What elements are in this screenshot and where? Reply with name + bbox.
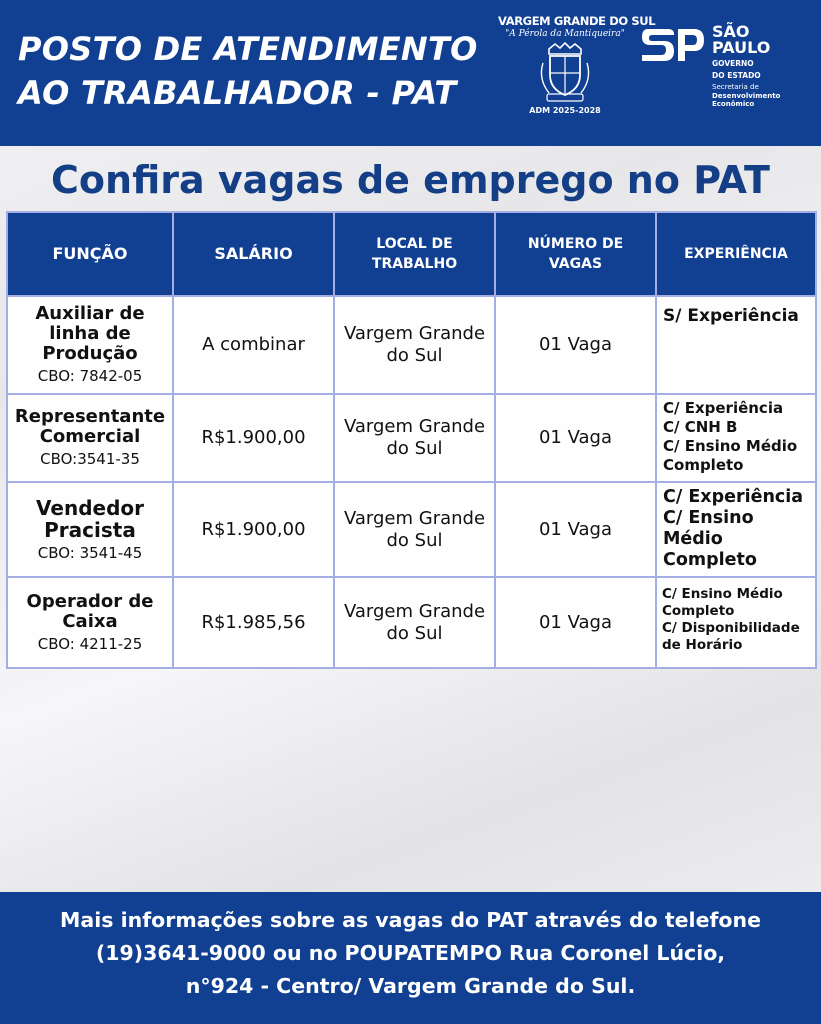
experiencia-line: Médio (663, 529, 723, 549)
cell-funcao (7, 296, 173, 394)
table-row (7, 482, 816, 577)
sp-sec-line2: Desenvolvimento (712, 91, 781, 100)
experiencia-line: C/ Ensino (663, 508, 754, 528)
local-line: do Sul (386, 529, 443, 551)
table-row (7, 577, 816, 668)
cell-experiencia (656, 296, 816, 394)
table-row (7, 296, 816, 394)
funcao-line: Operador de (26, 590, 154, 612)
local-line: Vargem Grande (343, 600, 486, 622)
local-line: do Sul (386, 345, 443, 366)
header-banner (0, 0, 821, 146)
header-title (18, 27, 478, 115)
local-line: do Sul (386, 622, 443, 644)
experiencia-line: Completo (663, 550, 757, 570)
cell-local (334, 296, 495, 394)
cell-funcao (7, 577, 173, 668)
sp-name-line1: SÃO (712, 22, 750, 41)
funcao-line: Caixa (62, 610, 118, 632)
city-motto: "A Pérola da Mantiqueira" (505, 29, 625, 39)
cbo-code: CBO: 4211-25 (37, 634, 143, 653)
header-salario: SALÁRIO (173, 212, 334, 296)
header-numero-line1: NÚMERO DE (527, 236, 624, 252)
footer-info (0, 904, 821, 1003)
cell-funcao (7, 394, 173, 482)
experiencia-line: de Horário (662, 637, 743, 653)
sp-sec-line3: Econômico (712, 100, 755, 108)
cell-local (334, 577, 495, 668)
vagas-value: 01 Vaga (538, 427, 613, 448)
cbo-code: CBO: 3541-45 (37, 543, 143, 562)
funcao-line: Representante (14, 406, 166, 427)
cell-experiencia (656, 482, 816, 577)
header-numero-vagas (495, 212, 656, 296)
table-header-row (7, 212, 816, 296)
header-experiencia: EXPERIÊNCIA (656, 212, 816, 296)
cell-salario (173, 577, 334, 668)
funcao-line: linha de (49, 323, 131, 344)
vagas-value: 01 Vaga (538, 518, 613, 540)
cell-salario (173, 296, 334, 394)
footer-line1: Mais informações sobre as vagas do PAT através do telefone (60, 908, 761, 932)
cell-experiencia (656, 577, 816, 668)
experiencia-line: C/ Experiência (663, 487, 804, 507)
funcao-line: Auxiliar de (35, 303, 145, 324)
experiencia-line: C/ Ensino Médio (663, 437, 798, 455)
city-adm: ADM 2025-2028 (529, 106, 601, 115)
local-line: Vargem Grande (343, 507, 486, 529)
funcao-line: Vendedor (36, 495, 144, 520)
local-line: do Sul (386, 438, 443, 459)
salario-value: R$1.900,00 (201, 427, 306, 448)
header-title-line2: AO TRABALHADOR - PAT (18, 74, 457, 112)
funcao-line: Produção (42, 343, 138, 364)
cell-salario (173, 482, 334, 577)
cell-vagas (495, 577, 656, 668)
cell-vagas (495, 482, 656, 577)
footer-line2: (19)3641-9000 ou no POUPATEMPO Rua Coronel Lúcio, (95, 941, 726, 965)
cbo-code: CBO: 7842-05 (37, 367, 143, 385)
header-funcao: FUNÇÃO (7, 212, 173, 296)
experiencia-line: C/ Ensino Médio (662, 586, 783, 602)
sp-sec-line1: Secretaria de (712, 83, 759, 91)
funcao-line: Pracista (44, 517, 136, 542)
vagas-value: 01 Vaga (538, 611, 613, 633)
header-title-line1: POSTO DE ATENDIMENTO (18, 30, 478, 68)
sp-gov-line1: GOVERNO (712, 59, 754, 68)
salario-value: R$1.900,00 (201, 518, 306, 540)
footer-banner (0, 892, 821, 1024)
cell-salario (173, 394, 334, 482)
experiencia-line: Completo (662, 603, 735, 619)
sp-gov-line2: DO ESTADO (712, 71, 761, 80)
funcao-line: Comercial (39, 426, 141, 447)
footer-line3: n°924 - Centro/ Vargem Grande do Sul. (185, 974, 636, 998)
salario-value: R$1.985,56 (201, 611, 306, 633)
sp-secretaria (712, 83, 780, 109)
cell-experiencia (656, 394, 816, 482)
sp-name-line2: PAULO (712, 38, 771, 57)
salario-value: A combinar (202, 334, 305, 355)
cell-local (334, 482, 495, 577)
vagas-value: 01 Vaga (538, 334, 613, 355)
header-local-line1: LOCAL DE (376, 236, 453, 252)
local-line: Vargem Grande (343, 323, 486, 344)
cell-vagas (495, 296, 656, 394)
city-logo (498, 14, 656, 132)
experiencia-line: C/ Disponibilidade (662, 620, 800, 636)
cbo-code: CBO:3541-35 (40, 450, 140, 468)
local-line: Vargem Grande (343, 416, 486, 437)
header-numero-line2: VAGAS (548, 256, 603, 272)
cell-local (334, 394, 495, 482)
page-title: Confira vagas de emprego no PAT (51, 158, 770, 202)
experiencia-line: Completo (663, 456, 744, 474)
cell-vagas (495, 394, 656, 482)
cell-funcao (7, 482, 173, 577)
experiencia-line: C/ Experiência (663, 399, 784, 417)
sp-government-logo (640, 24, 810, 124)
city-name: VARGEM GRANDE DO SUL (498, 14, 656, 28)
experiencia-line: S/ Experiência (663, 306, 799, 326)
header-local-line2: TRABALHO (371, 256, 458, 272)
table-row (7, 394, 816, 482)
jobs-table (6, 211, 817, 669)
experiencia-line: C/ CNH B (663, 418, 738, 436)
sp-logo-icon (640, 26, 706, 64)
header-local (334, 212, 495, 296)
city-crest-icon (535, 41, 595, 103)
